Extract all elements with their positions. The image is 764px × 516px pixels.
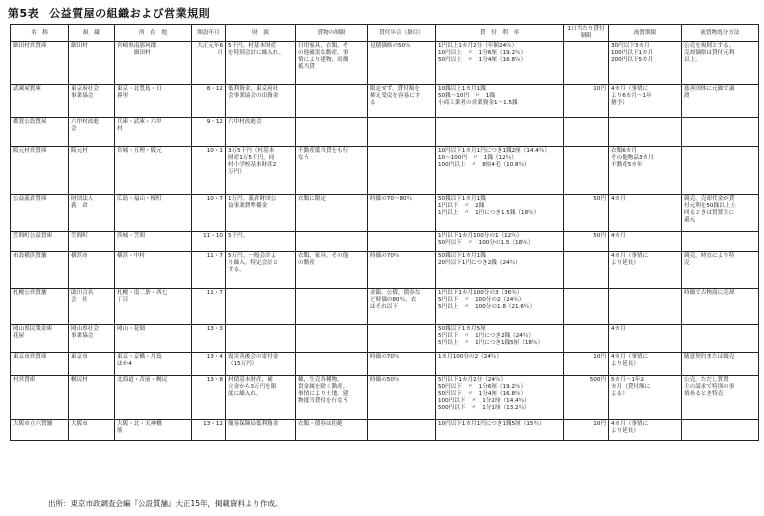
cell-loan-ratio: 限定せず。貸付額を 抑え受戻を容易にす る (368, 85, 436, 118)
header-location: 所 在 地 (115, 25, 192, 42)
cell-goods-restriction: 不動産抵当貸をも行 なう (296, 147, 368, 195)
cell-funding: 5千円。村基本財産 を特別会計に繰入れ。 (226, 42, 296, 85)
cell-forfeit-period: 4カ月（事情に より6カ月〜1年 猶予） (609, 85, 682, 118)
cell-location: 大阪・北・天神橋 筋 (115, 420, 192, 441)
cell-disposal-method (682, 325, 759, 353)
cell-loan-limit: 500円 (564, 376, 609, 420)
header-forfeit-period: 流質期限 (609, 25, 682, 42)
cell-funding (226, 289, 296, 325)
cell-loan-ratio (368, 232, 436, 252)
cell-interest-rate: 5円以下1カ月2分（24％） 50円以下 〃 1分6厘（19.2％） 50円以下 〃 1分4厘（16.8％） 100円以下 〃 1分2厘（14.4％） 500円以下 〃 1分1厘（13.2％） (436, 376, 564, 420)
cell-location: 横浜・中村 (115, 252, 192, 289)
header-organization: 組 織 (69, 25, 115, 42)
cell-goods-restriction (296, 325, 368, 353)
table-title (8, 5, 210, 21)
cell-forfeit-period: 4カ月 (609, 325, 682, 353)
cell-organization: 横浜市 (69, 252, 115, 289)
cell-opened: 9・12 (192, 118, 226, 147)
cell-organization: 東京府社会 事業協会 (69, 85, 115, 118)
cell-name: 岡山県民衆金庫 花屋 (11, 325, 69, 353)
cell-loan-ratio (368, 325, 436, 353)
cell-forfeit-period: 4カ月 (609, 232, 682, 252)
cell-loan-ratio: 時価の70％ (368, 353, 436, 376)
cell-loan-limit (564, 118, 609, 147)
cell-name: 札幌公営質舗 (11, 289, 69, 325)
cell-forfeit-period (609, 118, 682, 147)
cell-opened: 10・7 (192, 195, 226, 232)
cell-loan-limit (564, 252, 609, 289)
cell-organization: 幌尻村 (69, 376, 115, 420)
cell-loan-limit (564, 325, 609, 353)
cell-organization: 細田村 (69, 42, 115, 85)
cell-organization: 助川合名 会 社 (69, 289, 115, 325)
cell-opened: 11・7 (192, 289, 226, 325)
cell-interest-rate (436, 118, 564, 147)
cell-forfeit-period: 5カ月〜1年2 カ月（貸付額に よる） (609, 376, 682, 420)
cell-location: 東京・京橋・月島 ほか4 (115, 353, 192, 376)
cell-forfeit-period: 4カ月（事情に より延長） (609, 353, 682, 376)
cell-disposal-method: 慈善団体に元価で譲 渡 (682, 85, 759, 118)
cell-name: 武蔵屋質庫 (11, 85, 69, 118)
cell-name: 笠間町公益質庫 (11, 232, 69, 252)
cell-funding: 低利資金，東京府社 会事業協会の出資金 (226, 85, 296, 118)
table-row (11, 420, 759, 441)
table-number: 第5表 (8, 7, 40, 20)
cell-loan-ratio (368, 118, 436, 147)
cell-interest-rate: 50銭以下1カ月1銭 20円以下1円につき2銭（24％） (436, 252, 564, 289)
cell-goods-restriction: 雑，生売各種物， 貴金属を除く動産。 事情により土地，建 物抵当貸付を行なう (296, 376, 368, 420)
table-row (11, 353, 759, 376)
cell-loan-limit: 50円 (564, 195, 609, 232)
table-row (11, 376, 759, 420)
cell-location: 茨城・笠間 (115, 232, 192, 252)
cell-forfeit-period: 30円以下3カ月 100円以下1カ月 200円以下5カ月 (609, 42, 682, 85)
cell-organization: 岡山県社会 事業協会 (69, 325, 115, 353)
cell-opened: 11・7 (192, 252, 226, 289)
cell-name: 村営質庫 (11, 376, 69, 420)
cell-location: 岡山・花畑 (115, 325, 192, 353)
cell-disposal-method (682, 118, 759, 147)
table-title-text: 公益質屋の組織および営業規則 (49, 7, 211, 20)
cell-interest-rate: 10銭以上1カ月1銭 50銭〜10円 〃 1銭 小商工業者の営業資金1〜1.5銭 (436, 85, 564, 118)
cell-organization: 大阪市 (69, 420, 115, 441)
cell-opened: 13・12 (192, 420, 226, 441)
source-note: 出所：東京市政調査会編『公設質舗』大正15年，掲載資料より作成。 (48, 499, 283, 508)
cell-organization: 笠間町 (69, 232, 115, 252)
cell-goods-restriction (296, 232, 368, 252)
cell-goods-restriction (296, 85, 368, 118)
cell-loan-limit (564, 289, 609, 325)
cell-goods-restriction: 日用家具，衣類，そ の他確実な動産。事 情により建物，田畑 抵当貸 (296, 42, 368, 85)
cell-loan-limit: 10円 (564, 85, 609, 118)
cell-goods-restriction (296, 118, 368, 147)
cell-opened: 大正元年6月 (192, 42, 226, 85)
cell-forfeit-period: 4カ月（事情に より延長） (609, 420, 682, 441)
cell-organization: 東京市 (69, 353, 115, 376)
header-loan-ratio: 貸付歩合（掛目） (368, 25, 436, 42)
table-row (11, 195, 759, 232)
table-row (11, 118, 759, 147)
cell-goods-restriction (296, 289, 368, 325)
cell-name: 公益義倉質庫 (11, 195, 69, 232)
table-row (11, 85, 759, 118)
cell-opened: 13・4 (192, 353, 226, 376)
header-funding: 財 源 (226, 25, 296, 42)
cell-forfeit-period: 衣類6カ月 その他物品3カ月 不動産5カ年 (609, 147, 682, 195)
cell-goods-restriction (296, 353, 368, 376)
cell-interest-rate: 10円以下1カ月1円につき1銭2厘（14.4％） 10〜100円 〃 1銭（12％） 100円以上 〃 8厘4毛（10.8％） (436, 147, 564, 195)
cell-location: 東京・北豊島・日 暮里 (115, 85, 192, 118)
cell-loan-ratio: 時価の70〜80％ (368, 195, 436, 232)
cell-disposal-method: 時価で古物商に売却 (682, 289, 759, 325)
cell-funding: 5万円。一般会計よ り繰入。特定会計と する。 (226, 252, 296, 289)
cell-interest-rate: 1円以上1カ月2分（年額24％） 10円以上 〃 1分6厘（19.2％） 50円以上 〃 1分4厘（16.8％） (436, 42, 564, 85)
header-row (11, 25, 759, 42)
cell-name: 市設横浜質舗 (11, 252, 69, 289)
cell-disposal-method (682, 232, 759, 252)
cell-funding (226, 325, 296, 353)
cell-opened: 11・10 (192, 232, 226, 252)
cell-funding: 簡易保険局低利資金 (226, 420, 296, 441)
cell-location: 北海道・苫前・幌尻 (115, 376, 192, 420)
cell-interest-rate: 1円以下1カ月100分の3（36％） 5円以下 〃 100分の2（24％） 5円以上 〃 100分の1.8（21.6％） (436, 289, 564, 325)
cell-interest-rate: 10円以下1カ月1円につき1銭5厘（15％） (436, 420, 564, 441)
cell-interest-rate: 50銭以下1カ月1銭 1円以下 〃 2銭 1円以上 〃 1円につき1.5銭（18％） (436, 195, 564, 232)
table-row (11, 147, 759, 195)
table-row (11, 289, 759, 325)
cell-goods-restriction: 衣類・債券は拒絶 (296, 420, 368, 441)
cell-name: 東京市営質庫 (11, 353, 69, 376)
cell-funding: 震災善後会の寄付金 （15万円） (226, 353, 296, 376)
cell-name: 阪元村営質庫 (11, 147, 69, 195)
pawnshop-rules-table (10, 24, 759, 441)
table-row (11, 252, 759, 289)
cell-disposal-method: 公売。ただし質置 主の請求で特別の事 情あるとき特売 (682, 376, 759, 420)
cell-location: 宮崎県南那珂郡 細田村 (115, 42, 192, 85)
cell-funding: 5千円。 (226, 232, 296, 252)
cell-funding: 1万円。義倉財団公 益事業費準備金 (226, 195, 296, 232)
cell-name: 大阪市立六質舗 (11, 420, 69, 441)
cell-opened: 13・3 (192, 325, 226, 353)
cell-goods-restriction: 衣類に限定 (296, 195, 368, 232)
cell-loan-limit: 10円 (564, 353, 609, 376)
cell-loan-ratio (368, 420, 436, 441)
cell-loan-ratio: 見積価格の50％ (368, 42, 436, 85)
table-row (11, 325, 759, 353)
cell-loan-limit (564, 147, 609, 195)
cell-forfeit-period: 4カ月（事情に より延長） (609, 252, 682, 289)
cell-name: 細田村営質庫 (11, 42, 69, 85)
cell-location: 兵庫・武庫・六甲 村 (115, 118, 192, 147)
header-goods-restriction: 貸物の制限 (296, 25, 368, 42)
header-disposal-method: 流質物処分方法 (682, 25, 759, 42)
cell-opened: 13・8 (192, 376, 226, 420)
cell-name: 都賀公設質屋 (11, 118, 69, 147)
cell-loan-limit (564, 42, 609, 85)
table-row (11, 232, 759, 252)
cell-disposal-method: 公売を規則とする。 売却価格は貸付元利 以上。 (682, 42, 759, 85)
cell-loan-limit: 50円 (564, 232, 609, 252)
cell-disposal-method: 競売。時宜により特 売 (682, 252, 759, 289)
cell-loan-ratio: 金銀，公債，債券な ど時価の80％，衣 ほそれ以下 (368, 289, 436, 325)
cell-loan-ratio (368, 147, 436, 195)
header-interest-rate: 貸 付 利 率 (436, 25, 564, 42)
cell-forfeit-period: 4カ月 (609, 195, 682, 232)
cell-location: 宮城・亘理・阪元 (115, 147, 192, 195)
cell-goods-restriction: 衣類，家具，その他 の動産 (296, 252, 368, 289)
cell-disposal-method: 競売。売却代金が貸 付元利を50銭以上上 回るときは質置主に 還元 (682, 195, 759, 232)
cell-funding: 村債基本財産，補 立金から3万円を限 度に繰入れ。 (226, 376, 296, 420)
cell-opened: 8・12 (192, 85, 226, 118)
cell-interest-rate: 50銭以下1カ月5厘 5円以下 〃 1円につき2銭（24％） 5円以上 〃 1円につき1銭5厘（18％） (436, 325, 564, 353)
header-name: 名 称 (11, 25, 69, 42)
header-loan-limit: 1口当たり貸付制限 (564, 25, 609, 42)
cell-organization: 六甲村改進 会 (69, 118, 115, 147)
cell-interest-rate: 1カ月100分の2（24％） (436, 353, 564, 376)
cell-forfeit-period (609, 289, 682, 325)
table-row (11, 42, 759, 85)
cell-disposal-method (682, 147, 759, 195)
cell-funding: 3万5千円（村基本 財産1万5千円，同 村小学校基本財産2 万円） (226, 147, 296, 195)
cell-organization: 財団法人 義 倉 (69, 195, 115, 232)
cell-disposal-method (682, 420, 759, 441)
cell-location: 札幌・南二条・西七 丁目 (115, 289, 192, 325)
cell-funding: 六甲村改進会 (226, 118, 296, 147)
cell-location: 広島・福山・桜町 (115, 195, 192, 232)
cell-disposal-method: 随意契約または競売 (682, 353, 759, 376)
cell-loan-limit: 10円 (564, 420, 609, 441)
cell-opened: 10・1 (192, 147, 226, 195)
cell-loan-ratio: 時価の70％ (368, 252, 436, 289)
cell-interest-rate: 1円以下1カ月100分の1（12％） 50円以下 〃 100分の1.5（18％） (436, 232, 564, 252)
cell-loan-ratio: 時価の50％ (368, 376, 436, 420)
cell-organization: 阪元村 (69, 147, 115, 195)
header-opened: 開設年月 (192, 25, 226, 42)
